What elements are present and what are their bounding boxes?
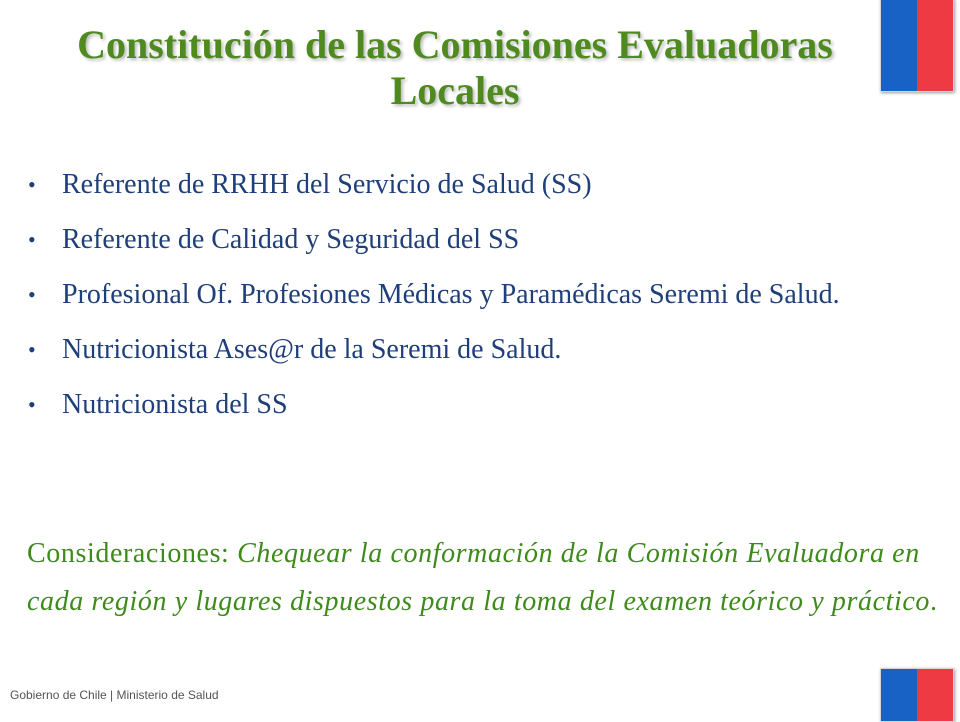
bullet-icon: • [28, 227, 36, 252]
bullet-icon: • [28, 172, 36, 197]
considerations-text: Chequear la conformación de la Comisión Evaluadora en cada región y lugares dispuestos para la toma del examen teórico y práctico [27, 538, 930, 617]
list-item-text: Profesional Of. Profesiones Médicas y Paramédicas Seremi de Salud. [62, 279, 840, 310]
list-item-text: Nutricionista Ases@r de la Seremi de Salud. [62, 334, 562, 365]
bullet-icon: • [28, 392, 36, 417]
slide-title-line-1: Constitución de las Comisiones Evaluadoras [77, 22, 833, 67]
chile-flag-icon [880, 0, 954, 92]
list-item [28, 333, 848, 367]
member-list [28, 168, 848, 443]
considerations-label: Consideraciones: [27, 538, 230, 569]
bullet-icon: • [28, 337, 36, 362]
considerations-paragraph: Consideraciones: Chequear la conformación de la Comisión Evaluadora en cada región y lugares dispuestos para la toma del examen teórico y práctico. [27, 538, 938, 617]
flag-blue-stripe [881, 669, 917, 721]
list-item-text: Referente de RRHH del Servicio de Salud (SS) [62, 169, 592, 200]
list-item-text: Nutricionista del SS [62, 389, 288, 420]
list-item [28, 168, 848, 202]
bullet-icon: • [28, 282, 36, 307]
flag-red-stripe [917, 0, 953, 91]
flag-red-stripe [917, 669, 953, 721]
list-item [28, 388, 848, 422]
chile-flag-icon [880, 668, 954, 722]
list-item [28, 223, 848, 257]
list-item [28, 278, 848, 312]
slide-title [20, 22, 890, 114]
list-item-text: Referente de Calidad y Seguridad del SS [62, 224, 520, 255]
footer-text: Gobierno de Chile | Ministerio de Salud [10, 688, 219, 702]
slide-title-line-2: Locales [390, 68, 520, 113]
flag-blue-stripe [881, 0, 917, 91]
